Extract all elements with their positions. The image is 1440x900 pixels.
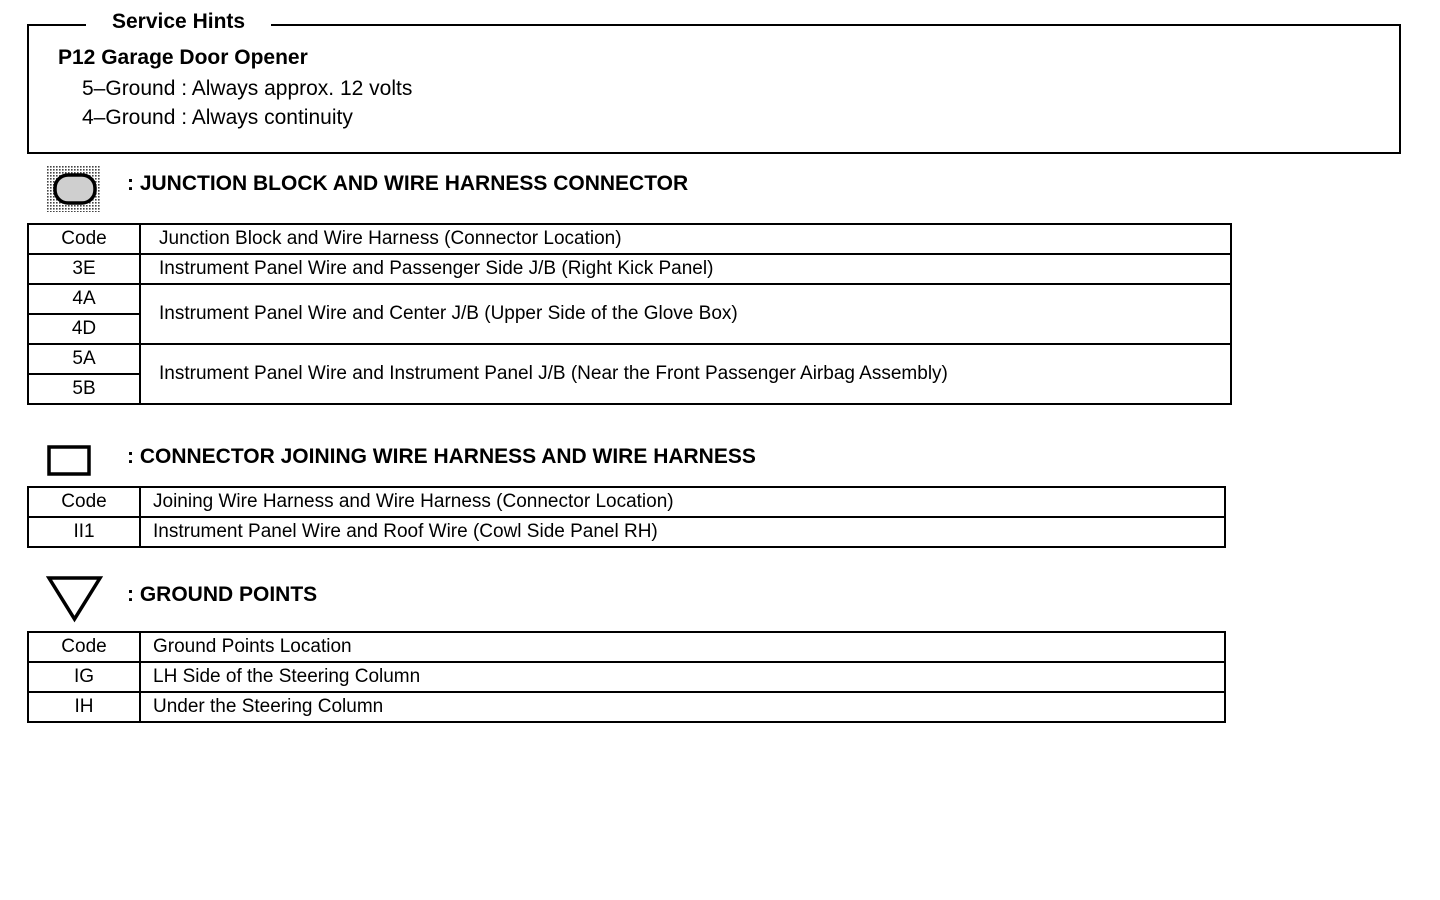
code-cell: 5B xyxy=(28,374,140,404)
ground-triangle-icon xyxy=(46,574,104,624)
service-hints-title: Service Hints xyxy=(86,8,271,36)
joining-section-heading: : CONNECTOR JOINING WIRE HARNESS AND WIRE HARNESS xyxy=(127,445,756,468)
header-code: Code xyxy=(28,487,140,517)
connector-box-icon xyxy=(47,445,91,477)
table-row xyxy=(28,254,1231,284)
code-cell: II1 xyxy=(28,517,140,547)
code-cell: IH xyxy=(28,692,140,722)
desc-cell: Instrument Panel Wire and Roof Wire (Cowl Side Panel RH) xyxy=(140,517,1225,547)
desc-cell: Under the Steering Column xyxy=(140,692,1225,722)
hint-line: 4–Ground : Always continuity xyxy=(82,106,353,129)
desc-cell: Instrument Panel Wire and Instrument Panel J/B (Near the Front Passenger Airbag Assembly) xyxy=(140,344,1231,404)
code-cell: 5A xyxy=(28,344,140,374)
hints-connector-name: P12 Garage Door Opener xyxy=(58,46,308,69)
desc-cell: LH Side of the Steering Column xyxy=(140,662,1225,692)
code-cell: 4A xyxy=(28,284,140,314)
code-cell: IG xyxy=(28,662,140,692)
header-code: Code xyxy=(28,632,140,662)
junction-section-heading: : JUNCTION BLOCK AND WIRE HARNESS CONNECTOR xyxy=(127,172,689,195)
table-header-row xyxy=(28,487,1225,517)
joining-table xyxy=(27,486,1226,548)
header-desc: Joining Wire Harness and Wire Harness (Connector Location) xyxy=(140,487,1225,517)
code-cell: 4D xyxy=(28,314,140,344)
code-cell: 3E xyxy=(28,254,140,284)
junction-table xyxy=(27,223,1232,405)
table-header-row xyxy=(28,224,1231,254)
table-row xyxy=(28,517,1225,547)
header-desc: Ground Points Location xyxy=(140,632,1225,662)
header-desc: Junction Block and Wire Harness (Connector Location) xyxy=(140,224,1231,254)
table-row xyxy=(28,284,1231,314)
junction-block-icon xyxy=(47,166,101,212)
desc-cell: Instrument Panel Wire and Center J/B (Upper Side of the Glove Box) xyxy=(140,284,1231,344)
header-code: Code xyxy=(28,224,140,254)
desc-cell: Instrument Panel Wire and Passenger Side J/B (Right Kick Panel) xyxy=(140,254,1231,284)
table-row xyxy=(28,662,1225,692)
table-row xyxy=(28,344,1231,374)
table-header-row xyxy=(28,632,1225,662)
hint-line: 5–Ground : Always approx. 12 volts xyxy=(82,77,413,100)
table-row xyxy=(28,692,1225,722)
ground-table xyxy=(27,631,1226,723)
ground-section-heading: : GROUND POINTS xyxy=(127,583,318,606)
